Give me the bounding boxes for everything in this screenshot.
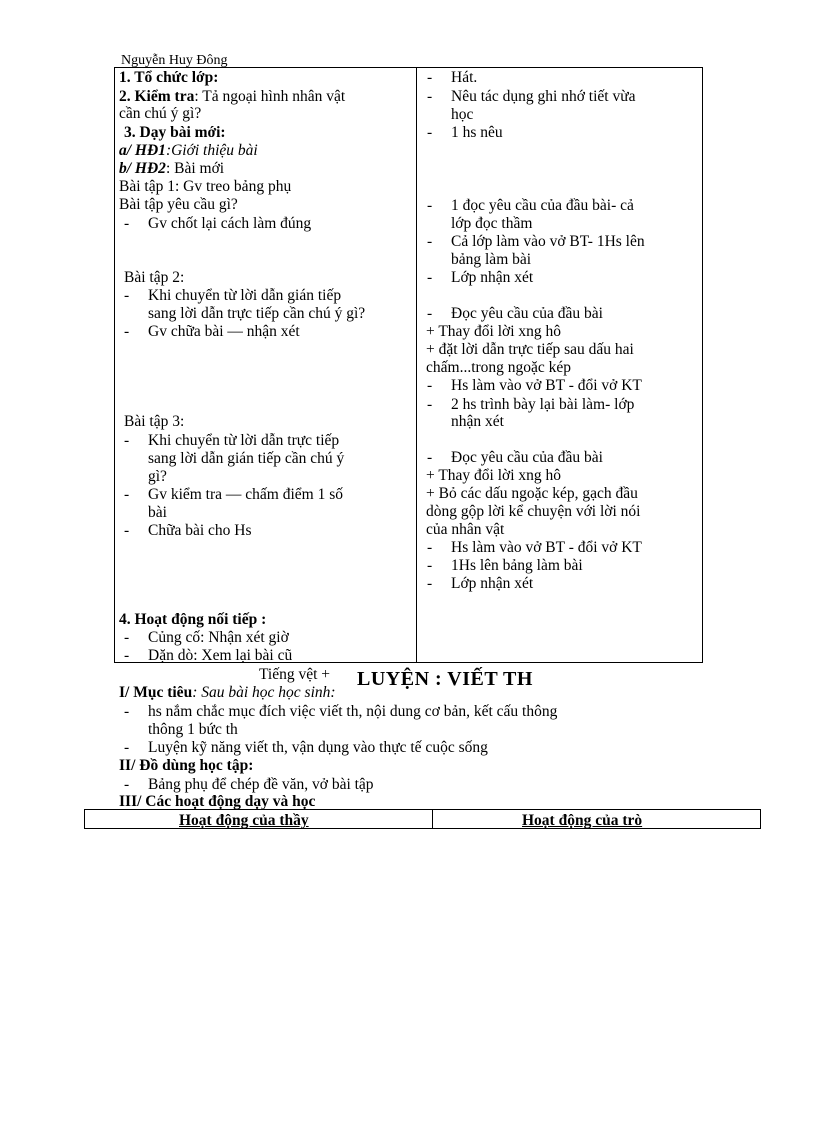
- dash-marker: -: [124, 215, 130, 232]
- teacher-row: [124, 215, 311, 233]
- dash-marker: -: [124, 776, 130, 793]
- student-row-text: bảng làm bài: [451, 251, 532, 268]
- table-divider: [416, 67, 417, 663]
- dash-marker: -: [124, 287, 130, 304]
- student-row: [451, 106, 473, 124]
- student-row-text: 2 hs trình bày lại bài làm- lớp: [451, 396, 635, 413]
- teacher-row-text: cần chú ý gì?: [119, 105, 202, 122]
- student-row-text: Nêu tác dụng ghi nhớ tiết vừa: [451, 88, 636, 105]
- section-title: LUYỆN : VIẾT TH: [357, 668, 533, 690]
- student-row: [426, 341, 634, 359]
- teacher-row-text: sang lời dẫn gián tiếp cần chú ý: [148, 450, 345, 467]
- teacher-row-text: 4. Hoạt động nối tiếp :: [119, 611, 267, 628]
- student-row-text: Đọc yêu cầu của đầu bài: [451, 305, 603, 322]
- teacher-row: [119, 105, 201, 123]
- teacher-row: [124, 124, 226, 142]
- student-row: [426, 503, 640, 521]
- teacher-row: [124, 323, 300, 341]
- student-row-text: Lớp nhận xét: [451, 269, 534, 286]
- student-row-text: Hs làm vào vở BT - đổi vở KT: [451, 539, 642, 556]
- col-student-header: Hoạt động của trò: [522, 812, 643, 829]
- student-row: [451, 413, 504, 431]
- teacher-row: [119, 611, 266, 629]
- teacher-row: [124, 432, 339, 450]
- student-row-text: Hs làm vào vở BT - đổi vở KT: [451, 377, 642, 394]
- student-row-text: + Thay đổi lời xng hô: [426, 323, 562, 340]
- dash-marker: -: [427, 377, 433, 394]
- dash-marker: -: [124, 522, 130, 539]
- student-row: [451, 215, 532, 233]
- student-row-text: chấm...trong ngoặc kép: [426, 359, 572, 376]
- student-row: [427, 449, 603, 467]
- dash-marker: -: [427, 124, 433, 141]
- student-row: [426, 323, 561, 341]
- teacher-row: [148, 468, 167, 486]
- do-dung-item-1-text: Bảng phụ để chép đề văn, vở bài tập: [148, 776, 374, 793]
- dash-marker: -: [427, 88, 433, 105]
- muc-tieu-item-1-cont: thông 1 bức th: [148, 721, 238, 738]
- dash-marker: -: [427, 575, 433, 592]
- student-row-text: của nhân vật: [426, 521, 505, 538]
- dash-marker: -: [427, 269, 433, 286]
- student-row-text: dòng gộp lời kể chuyện với lời nói: [426, 503, 641, 520]
- teacher-row: [119, 142, 258, 160]
- student-row-text: Lớp nhận xét: [451, 575, 534, 592]
- student-row: [427, 575, 533, 593]
- teacher-row-text: Bài tập 3:: [124, 413, 185, 430]
- student-row-text: + đặt lời dẫn trực tiếp sau dấu hai: [426, 341, 634, 358]
- dash-marker: -: [427, 233, 433, 250]
- activity-table-divider: [432, 809, 433, 829]
- student-row: [427, 88, 635, 106]
- student-row-text: nhận xét: [451, 413, 504, 430]
- student-row-text: Cả lớp làm vào vở BT- 1Hs lên: [451, 233, 645, 250]
- teacher-row: [119, 178, 291, 196]
- teacher-row-text: Gv kiểm tra — chấm điểm 1 số: [148, 486, 343, 503]
- teacher-row-text: : Tả ngoại hình nhân vật: [194, 88, 346, 105]
- teacher-row: [124, 629, 289, 647]
- muc-tieu-heading: [119, 684, 336, 702]
- teacher-row-text: :Giới thiệu bài: [165, 142, 258, 159]
- dash-marker: -: [427, 197, 433, 214]
- muc-tieu-item-2-text: Luyện kỹ năng viết th, vận dụng vào thực tế cuộc sống: [148, 739, 488, 756]
- teacher-row-text: bài: [148, 504, 167, 521]
- muc-tieu-label: I/ Mục tiêu: [119, 684, 193, 701]
- teacher-row-text: 1. Tổ chức lớp:: [119, 69, 219, 86]
- teacher-row-text: : Bài mới: [165, 160, 225, 177]
- teacher-row-text: Bài tập 1: Gv treo bảng phụ: [119, 178, 292, 195]
- teacher-row: [124, 269, 184, 287]
- dash-marker: -: [427, 396, 433, 413]
- teacher-row-text: Chữa bài cho Hs: [148, 522, 252, 539]
- teacher-row-text: Bài tập yêu cầu gì?: [119, 196, 238, 213]
- student-row-text: 1 hs nêu: [451, 124, 503, 141]
- dash-marker: -: [124, 323, 130, 340]
- teacher-row-text: Dặn dò: Xem lại bài cũ: [148, 647, 293, 664]
- dash-marker: -: [124, 629, 130, 646]
- student-row-text: Đọc yêu cầu của đầu bài: [451, 449, 603, 466]
- dash-marker: -: [427, 539, 433, 556]
- teacher-row-text: gì?: [148, 468, 167, 485]
- teacher-row-text: 3. Dạy bài mới:: [124, 124, 226, 141]
- student-row: [427, 197, 634, 215]
- dash-marker: -: [124, 647, 130, 664]
- teacher-row-label: a/ HĐ1: [119, 142, 166, 159]
- teacher-row: [124, 486, 343, 504]
- teacher-row: [119, 88, 345, 106]
- teacher-row: [124, 287, 341, 305]
- teacher-row: [119, 160, 224, 178]
- dash-marker: -: [124, 432, 130, 449]
- dash-marker: -: [124, 739, 130, 756]
- teacher-row: [119, 196, 238, 214]
- student-row: [426, 359, 571, 377]
- student-row: [427, 377, 642, 395]
- student-row: [427, 269, 533, 287]
- teacher-row-text: Gv chữa bài — nhận xét: [148, 323, 300, 340]
- teacher-row: [124, 522, 252, 540]
- teacher-row: [119, 69, 218, 87]
- student-row-text: Hát.: [451, 69, 478, 86]
- teacher-row: [148, 504, 167, 522]
- do-dung-item-1: [124, 776, 374, 794]
- subject-label: Tiếng vệt +: [259, 666, 331, 683]
- teacher-row-text: sang lời dẫn trực tiếp cần chú ý gì?: [148, 305, 366, 322]
- dash-marker: -: [427, 305, 433, 322]
- student-row: [427, 124, 503, 142]
- teacher-row-text: Khi chuyển từ lời dẫn gián tiếp: [148, 287, 342, 304]
- teacher-row-label: 2. Kiểm tra: [119, 88, 195, 105]
- teacher-row-text: Củng cố: Nhận xét giờ: [148, 629, 289, 646]
- teacher-row-text: Bài tập 2:: [124, 269, 185, 286]
- student-row: [427, 557, 583, 575]
- teacher-row-text: Khi chuyển từ lời dẫn trực tiếp: [148, 432, 340, 449]
- student-row-text: + Bỏ các dấu ngoặc kép, gạch đầu: [426, 485, 638, 502]
- student-row: [427, 539, 642, 557]
- teacher-row: [124, 413, 184, 431]
- dash-marker: -: [427, 449, 433, 466]
- do-dung-heading: II/ Đồ dùng học tập:: [119, 757, 254, 774]
- teacher-row: [148, 305, 365, 323]
- student-row: [427, 305, 603, 323]
- teacher-row: [124, 647, 292, 665]
- student-row-text: lớp đọc thầm: [451, 215, 533, 232]
- teacher-row-text: Gv chốt lại cách làm đúng: [148, 215, 312, 232]
- muc-tieu-item-1: [124, 703, 557, 721]
- student-row-text: học: [451, 106, 474, 123]
- student-row-text: 1 đọc yêu cầu của đầu bài- cả: [451, 197, 634, 214]
- muc-tieu-item-2: [124, 739, 488, 757]
- muc-tieu-text: : Sau bài học học sinh:: [192, 684, 336, 701]
- muc-tieu-item-1-text: hs nắm chắc mục đích việc viết th, nội dung cơ bản, kết cấu thông: [148, 703, 558, 720]
- student-row: [426, 521, 504, 539]
- student-row-text: 1Hs lên bảng làm bài: [451, 557, 583, 574]
- teacher-row-label: b/ HĐ2: [119, 160, 166, 177]
- col-teacher-header: Hoạt động của thầy: [179, 812, 309, 829]
- student-row: [427, 69, 477, 87]
- student-row: [427, 396, 634, 414]
- student-row: [427, 233, 645, 251]
- student-row: [426, 485, 638, 503]
- student-row: [451, 251, 531, 269]
- student-row-text: + Thay đổi lời xng hô: [426, 467, 562, 484]
- hoat-dong-heading: III/ Các hoạt động dạy và học: [119, 793, 316, 810]
- teacher-row: [148, 450, 344, 468]
- dash-marker: -: [124, 703, 130, 720]
- author-name: Nguyễn Huy Đông: [121, 53, 228, 68]
- dash-marker: -: [427, 69, 433, 86]
- student-row: [426, 467, 561, 485]
- dash-marker: -: [427, 557, 433, 574]
- dash-marker: -: [124, 486, 130, 503]
